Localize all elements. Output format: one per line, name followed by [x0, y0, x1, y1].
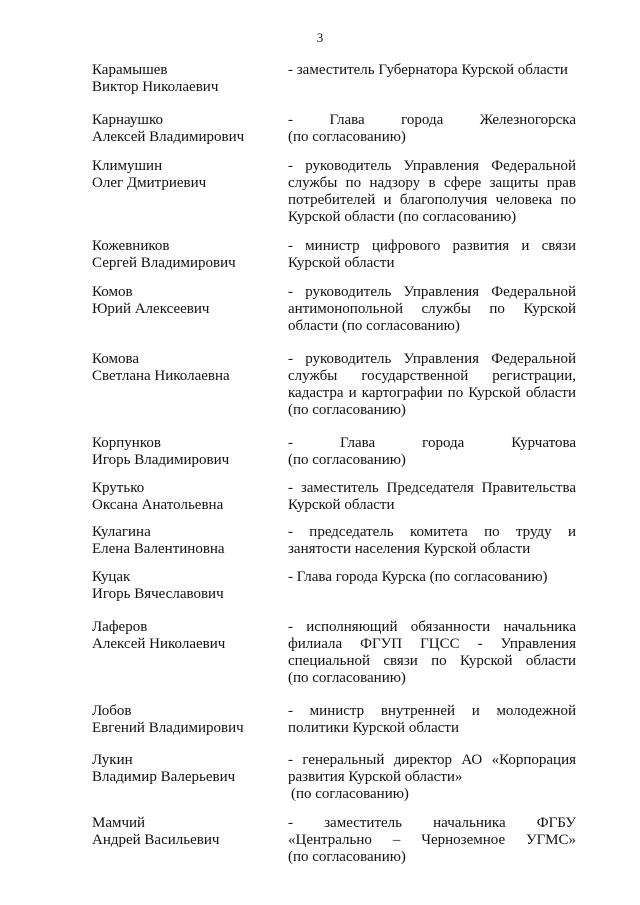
member-role	[288, 62, 576, 96]
role-line: политики Курской области	[288, 720, 459, 736]
role-line: (по согласованию)	[288, 670, 406, 686]
role-line: (по согласованию)	[288, 129, 406, 145]
role-line: - Глава города Железногорска	[288, 112, 576, 128]
list-item	[92, 815, 576, 866]
member-name	[92, 284, 288, 335]
list-item	[92, 112, 576, 146]
member-name	[92, 815, 288, 866]
list-item	[92, 569, 576, 603]
role-line: (по согласованию)	[288, 452, 406, 468]
list-item	[92, 703, 576, 737]
member-given-name: Сергей Владимирович	[92, 255, 236, 271]
role-line: - Глава города Курска (по согласованию)	[288, 569, 548, 585]
list-item	[92, 238, 576, 272]
member-name	[92, 569, 288, 603]
member-given-name: Игорь Вячеславович	[92, 586, 224, 602]
member-surname: Куцак	[92, 569, 131, 585]
role-line: - министр внутренней и молодежной	[288, 703, 576, 719]
role-line: (по согласованию)	[288, 402, 406, 418]
role-line: занятости населения Курской области	[288, 541, 531, 557]
role-line: Курской области (по согласованию)	[288, 209, 517, 225]
member-role	[288, 815, 576, 866]
member-surname: Лаферов	[92, 619, 148, 635]
member-role	[288, 524, 576, 558]
member-surname: Лобов	[92, 703, 132, 719]
list-item	[92, 524, 576, 558]
role-line: службы по надзору в сфере защиты прав	[288, 175, 576, 191]
role-line: специальной связи по Курской области	[288, 653, 576, 669]
member-surname: Крутько	[92, 480, 145, 496]
member-name	[92, 619, 288, 687]
member-given-name: Олег Дмитриевич	[92, 175, 207, 191]
member-surname: Карнаушко	[92, 112, 163, 128]
member-given-name: Алексей Николаевич	[92, 636, 226, 652]
role-line: развития Курской области»	[288, 769, 463, 785]
member-given-name: Виктор Николаевич	[92, 79, 219, 95]
member-given-name: Светлана Николаевна	[92, 368, 230, 384]
member-name	[92, 435, 288, 469]
member-surname: Кулагина	[92, 524, 151, 540]
member-surname: Климушин	[92, 158, 163, 174]
member-surname: Мамчий	[92, 815, 146, 831]
member-name	[92, 112, 288, 146]
role-line: Курской области	[288, 255, 395, 271]
member-name	[92, 62, 288, 96]
member-role	[288, 238, 576, 272]
role-line: области (по согласованию)	[288, 318, 460, 334]
role-line: кадастра и картографии по Курской области	[288, 385, 576, 401]
member-given-name: Игорь Владимирович	[92, 452, 230, 468]
list-item	[92, 435, 576, 469]
member-role	[288, 619, 576, 687]
member-role	[288, 158, 576, 226]
role-line: - заместитель начальника ФГБУ	[288, 815, 576, 831]
list-item	[92, 619, 576, 687]
member-surname: Карамышев	[92, 62, 168, 78]
role-line: - председатель комитета по труду и	[288, 524, 576, 540]
role-line: - руководитель Управления Федеральной	[288, 351, 576, 367]
role-line: - генеральный директор АО «Корпорация	[288, 752, 576, 768]
role-line: (по согласованию)	[291, 786, 409, 802]
member-given-name: Алексей Владимирович	[92, 129, 245, 145]
member-surname: Комова	[92, 351, 140, 367]
list-item	[92, 284, 576, 335]
page-number: 3	[316, 30, 324, 45]
member-given-name: Андрей Васильевич	[92, 832, 220, 848]
role-line: «Центрально – Черноземное УГМС»	[288, 832, 576, 848]
member-name	[92, 480, 288, 514]
member-role	[288, 703, 576, 737]
role-line: - руководитель Управления Федеральной	[288, 284, 576, 300]
member-surname: Кожевников	[92, 238, 170, 254]
member-name	[92, 703, 288, 737]
member-name	[92, 158, 288, 226]
member-given-name: Юрий Алексеевич	[92, 301, 210, 317]
member-given-name: Оксана Анатольевна	[92, 497, 224, 513]
role-line: - заместитель Губернатора Курской области	[288, 62, 568, 78]
member-name	[92, 752, 288, 803]
member-role	[288, 112, 576, 146]
member-role	[288, 351, 576, 419]
member-role	[288, 480, 576, 514]
role-line: - руководитель Управления Федеральной	[288, 158, 576, 174]
list-item	[92, 351, 576, 419]
role-line: антимонопольной службы по Курской	[288, 301, 576, 317]
role-line: - Глава города Курчатова	[288, 435, 576, 451]
role-line: - исполняющий обязанности начальника	[288, 619, 576, 635]
member-role	[288, 752, 576, 803]
member-given-name: Евгений Владимирович	[92, 720, 244, 736]
role-line: - министр цифрового развития и связи	[288, 238, 576, 254]
member-role	[288, 435, 576, 469]
role-line: филиала ФГУП ГЦСС - Управления	[288, 636, 576, 652]
member-surname: Лукин	[92, 752, 133, 768]
role-line: - заместитель Председателя Правительства	[288, 480, 576, 496]
role-line: потребителей и благополучия человека по	[288, 192, 576, 208]
member-name	[92, 238, 288, 272]
member-role	[288, 284, 576, 335]
member-role	[288, 569, 576, 603]
list-item	[92, 158, 576, 226]
member-name	[92, 351, 288, 419]
list-item	[92, 62, 576, 96]
list-item	[92, 752, 576, 803]
member-name	[92, 524, 288, 558]
member-given-name: Елена Валентиновна	[92, 541, 225, 557]
role-line: службы государственной регистрации,	[288, 368, 576, 384]
member-given-name: Владимир Валерьевич	[92, 769, 236, 785]
member-surname: Корпунков	[92, 435, 161, 451]
list-item	[92, 480, 576, 514]
member-surname: Комов	[92, 284, 133, 300]
role-line: (по согласованию)	[288, 849, 406, 865]
member-list	[92, 62, 576, 866]
role-line: Курской области	[288, 497, 395, 513]
